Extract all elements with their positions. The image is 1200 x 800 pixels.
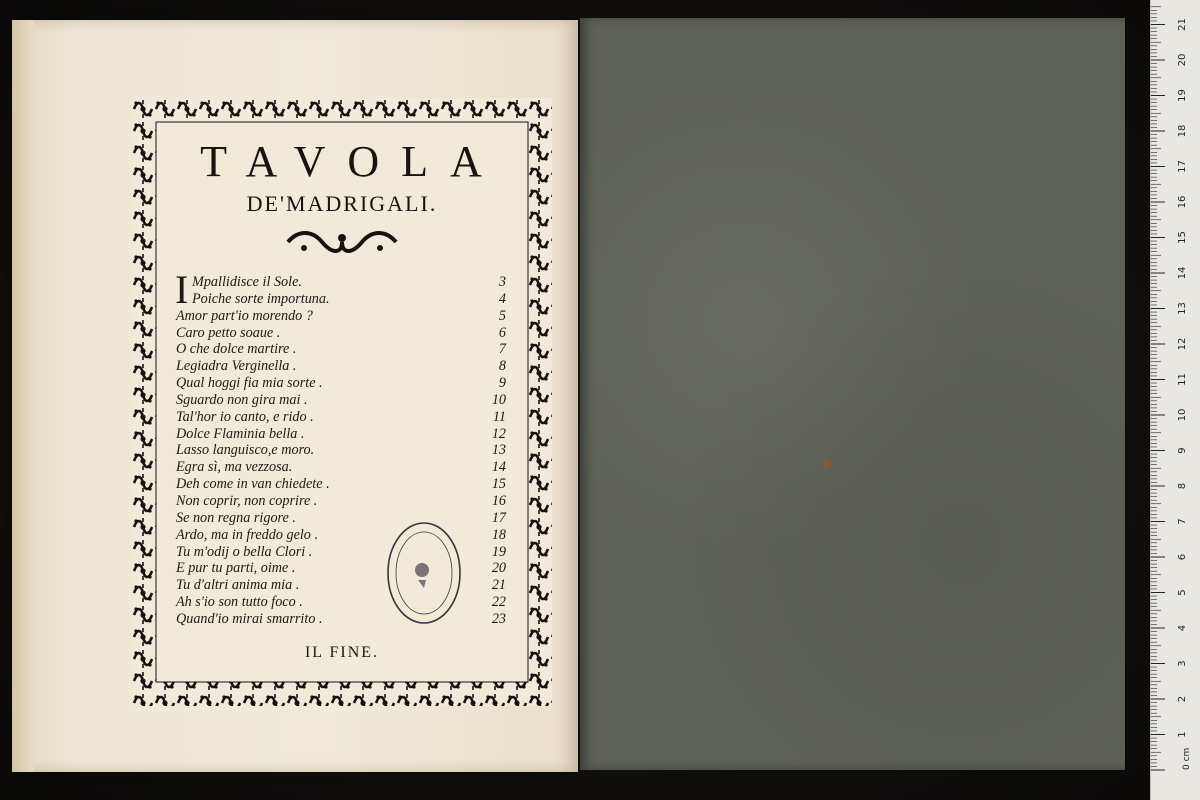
list-item: O che dolce martire . 7 — [176, 341, 506, 358]
ruler-tick-label: 21 — [1177, 18, 1188, 31]
ruler-scale — [1151, 0, 1200, 800]
measurement-ruler — [1150, 0, 1200, 800]
list-item: Quand'io mirai smarrito . 23 — [176, 610, 506, 627]
right-page-cover — [580, 18, 1125, 770]
list-item: Tu d'altri anima mia . 21 — [176, 577, 506, 594]
stain — [822, 460, 831, 468]
list-item: Deh come in van chiedete . 15 — [176, 476, 506, 493]
ruler-tick-label: 6 — [1177, 553, 1188, 561]
ruler-tick-label: 4 — [1177, 624, 1188, 632]
ruler-tick-label: 7 — [1177, 518, 1188, 525]
ruler-tick-label: 2 — [1177, 695, 1188, 703]
ruler-tick-label: 12 — [1177, 337, 1188, 351]
ruler-tick-label: 9 — [1177, 447, 1188, 454]
list-item: Lasso languisco,e moro. 13 — [176, 442, 506, 459]
ruler-tick-label: 14 — [1177, 266, 1188, 280]
library-stamp — [384, 518, 464, 628]
list-item: Egra sì, ma vezzosa. 14 — [176, 459, 506, 476]
list-item: Sguardo non gira mai . 10 — [176, 391, 506, 408]
ruler-tick-label: 10 — [1177, 408, 1188, 422]
list-item: Mpallidisce il Sole. 3 — [192, 274, 506, 290]
end-text: IL FINE. — [304, 644, 380, 661]
list-item: Amor part'io morendo ? 5 — [176, 307, 506, 324]
list-item: Poiche sorte importuna. 4 — [192, 290, 506, 307]
page-title: TAVOLA — [200, 137, 504, 186]
drop-cap: I — [175, 267, 189, 312]
ruler-tick-label: 3 — [1177, 660, 1188, 667]
list-item: Ardo, ma in freddo gelo . 18 — [176, 526, 506, 543]
list-item: Ah s'io son tutto foco . 22 — [176, 594, 506, 611]
list-item: Dolce Flaminia bella . 12 — [176, 425, 506, 442]
list-item: E pur tu parti, oime . 20 — [176, 560, 506, 577]
ruler-tick-label: 18 — [1177, 124, 1188, 138]
ruler-tick-label: 1 — [1177, 731, 1188, 738]
ruler-tick-label: 5 — [1177, 589, 1188, 596]
list-item: Se non regna rigore . 17 — [176, 509, 506, 526]
ruler-unit-label: 0 cm — [1182, 747, 1192, 770]
ruler-tick-label: 8 — [1177, 482, 1188, 490]
list-item: Non coprir, non coprire . 16 — [176, 492, 506, 509]
ruler-tick-label: 15 — [1177, 231, 1188, 244]
list-item: Tal'hor io canto, e rido . 11 — [176, 408, 506, 425]
ruler-tick-label: 16 — [1177, 195, 1188, 209]
ruler-tick-label: 17 — [1177, 160, 1188, 173]
ruler-tick-label: 20 — [1177, 53, 1188, 67]
ruler-tick-label: 13 — [1177, 302, 1188, 315]
ornamental-frame — [132, 98, 552, 706]
ruler-tick-label: 11 — [1177, 373, 1188, 386]
page-subtitle: DE'MADRIGALI. — [246, 191, 438, 216]
list-item: Legiadra Verginella . 8 — [176, 358, 506, 375]
left-page — [12, 20, 578, 772]
ruler-tick-label: 19 — [1177, 89, 1188, 102]
list-item: Tu m'odij o bella Clori . 19 — [176, 543, 506, 560]
fleuron-ornament — [284, 228, 400, 256]
list-item: Qual hoggi fia mia sorte . 9 — [176, 375, 506, 392]
list-item: Caro petto soaue . 6 — [176, 324, 506, 341]
